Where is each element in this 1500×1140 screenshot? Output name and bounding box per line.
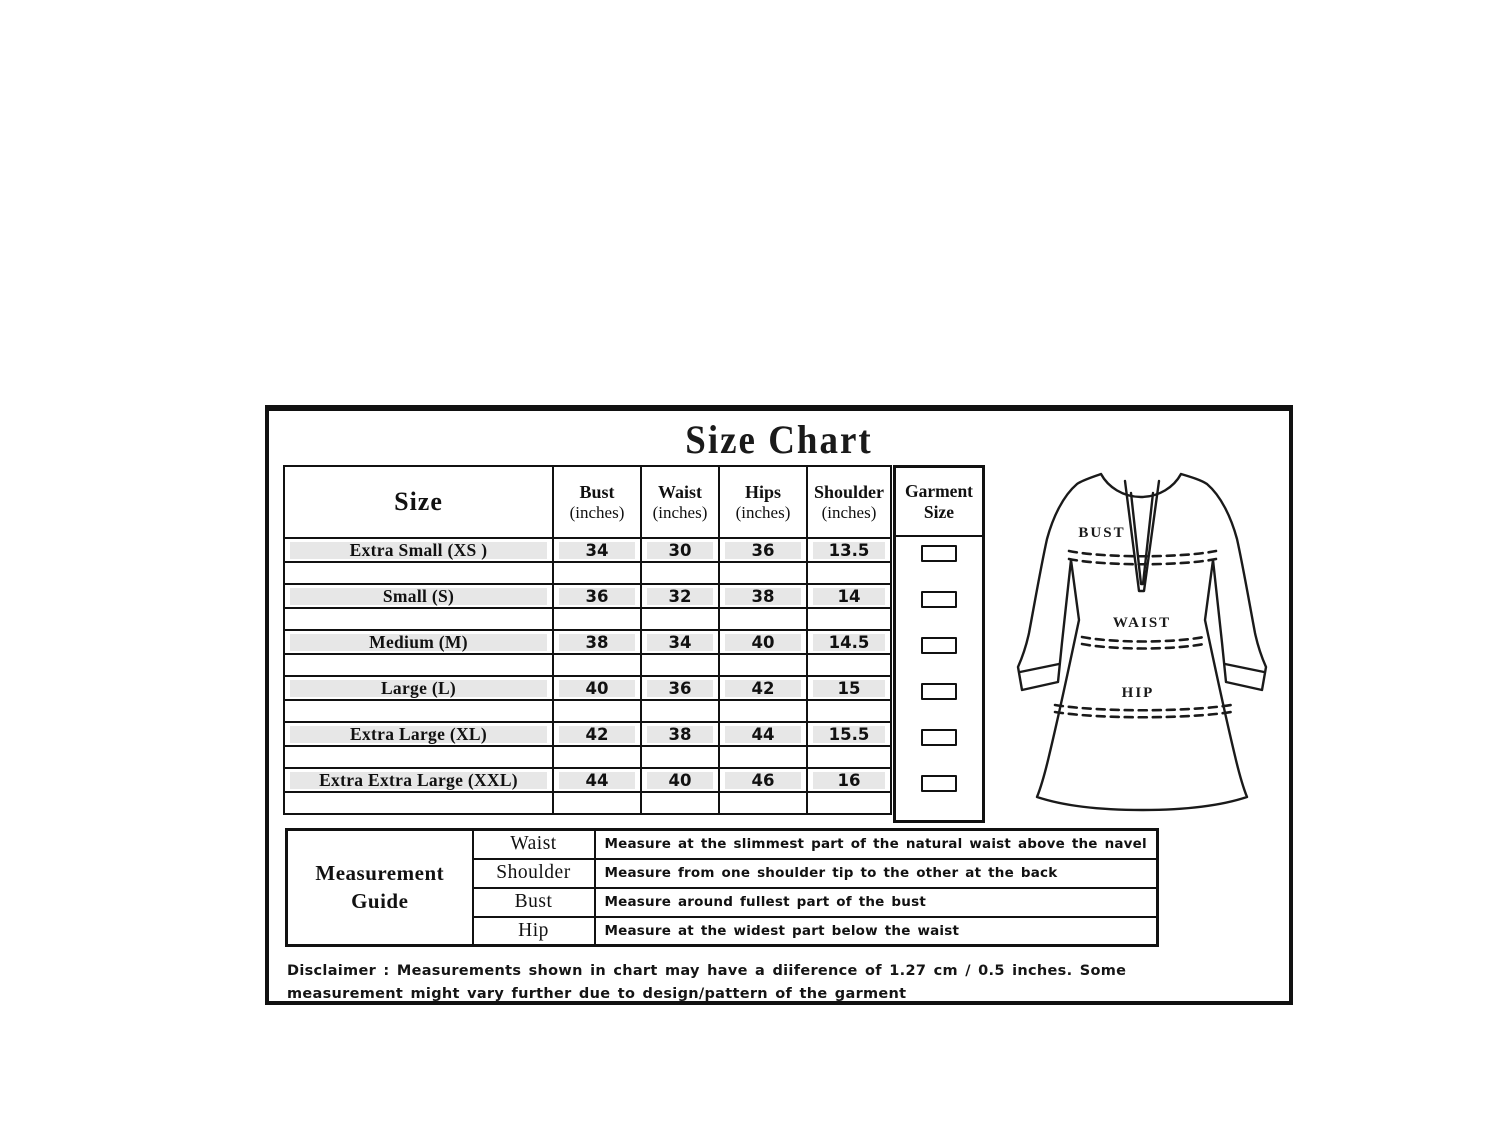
column-header-bust-name: Bust: [579, 482, 615, 503]
column-header-bust-unit: (inches): [569, 502, 625, 522]
garment-size-checkbox-xxl: [921, 775, 957, 792]
garment-size-column: [893, 465, 985, 823]
column-header-bust: [553, 466, 641, 538]
bust-value: 34: [553, 538, 641, 562]
hips-value: 46: [719, 768, 807, 792]
waist-value: 38: [641, 722, 719, 746]
guide-part-description: Measure at the slimmest part of the natural waist above the navel: [595, 830, 1158, 859]
waist-value: 34: [641, 630, 719, 654]
column-header-waist-unit: (inches): [652, 502, 708, 522]
spacer-row: [284, 700, 891, 722]
waist-value: 40: [641, 768, 719, 792]
garment-size-checkbox-xl: [921, 729, 957, 746]
guide-part-label: Hip: [473, 917, 595, 946]
disclaimer-line1: Disclaimer : Measurements shown in chart may have a diiference of 1.27 cm / 0.5 inches. Some: [287, 963, 1127, 979]
diagram-waist-label: WAIST: [1112, 615, 1172, 631]
table-row-xs: [284, 538, 891, 562]
guide-part-label: Shoulder: [473, 859, 595, 888]
table-header-row: [284, 466, 891, 538]
disclaimer-text: [287, 960, 1237, 1006]
shoulder-value: 14.5: [807, 630, 891, 654]
shoulder-value: 14: [807, 584, 891, 608]
shoulder-value: 13.5: [807, 538, 891, 562]
spacer-row: [284, 746, 891, 768]
column-header-waist: [641, 466, 719, 538]
guide-part-description: Measure at the widest part below the waist: [595, 917, 1158, 946]
hips-value: 40: [719, 630, 807, 654]
chart-border-frame: [265, 405, 1293, 1005]
table-row-xxl: [284, 768, 891, 792]
measurement-guide-title: Measurement Guide: [287, 830, 473, 946]
table-row-s: [284, 584, 891, 608]
measurement-guide-table: [285, 828, 1159, 947]
table-row-m: [284, 630, 891, 654]
waist-value: 36: [641, 676, 719, 700]
garment-measurement-diagram: [1009, 461, 1279, 821]
diagram-hip-label: HIP: [1121, 685, 1155, 701]
column-header-waist-name: Waist: [657, 482, 702, 503]
guide-part-label: Waist: [473, 830, 595, 859]
size-label: Small (S): [284, 584, 553, 608]
page-title: Size Chart: [685, 417, 873, 464]
garment-size-checkbox-l: [921, 683, 957, 700]
column-header-hips-name: Hips: [744, 482, 782, 503]
size-label: Medium (M): [284, 630, 553, 654]
guide-row-waist: [287, 830, 1158, 859]
column-header-shoulder-name: Shoulder: [813, 482, 885, 503]
spacer-row: [284, 654, 891, 676]
garment-header-line2: Size: [923, 501, 955, 522]
column-header-garment-size: [896, 468, 982, 537]
garment-size-checkbox-xs: [921, 545, 957, 562]
bust-value: 38: [553, 630, 641, 654]
bust-value: 36: [553, 584, 641, 608]
diagram-bust-label: BUST: [1078, 525, 1126, 541]
bust-value: 40: [553, 676, 641, 700]
size-label: Large (L): [284, 676, 553, 700]
size-measurements-table: [283, 465, 892, 815]
bust-value: 42: [553, 722, 641, 746]
garment-header-line1: Garment: [904, 480, 974, 501]
size-label: Extra Large (XL): [284, 722, 553, 746]
spacer-row: [284, 562, 891, 584]
table-row-l: [284, 676, 891, 700]
bust-value: 44: [553, 768, 641, 792]
table-row-xl: [284, 722, 891, 746]
guide-part-description: Measure around fullest part of the bust: [595, 888, 1158, 917]
hips-value: 42: [719, 676, 807, 700]
waist-value: 32: [641, 584, 719, 608]
column-header-hips-unit: (inches): [735, 502, 791, 522]
guide-part-label: Bust: [473, 888, 595, 917]
garment-size-checkbox-s: [921, 591, 957, 608]
guide-part-description: Measure from one shoulder tip to the other at the back: [595, 859, 1158, 888]
size-label: Extra Extra Large (XXL): [284, 768, 553, 792]
hips-value: 38: [719, 584, 807, 608]
hips-value: 36: [719, 538, 807, 562]
hips-value: 44: [719, 722, 807, 746]
column-header-size: Size: [284, 466, 553, 538]
disclaimer-line2: measurement might vary further due to design/pattern of the garment: [287, 986, 907, 1002]
spacer-row: [284, 792, 891, 814]
waist-value: 30: [641, 538, 719, 562]
column-header-shoulder: [807, 466, 891, 538]
size-label: Extra Small (XS ): [284, 538, 553, 562]
garment-size-checkbox-m: [921, 637, 957, 654]
column-header-shoulder-unit: (inches): [821, 502, 877, 522]
column-header-hips: [719, 466, 807, 538]
shoulder-value: 15: [807, 676, 891, 700]
kurti-illustration: [1009, 461, 1279, 821]
shoulder-value: 15.5: [807, 722, 891, 746]
spacer-row: [284, 608, 891, 630]
shoulder-value: 16: [807, 768, 891, 792]
